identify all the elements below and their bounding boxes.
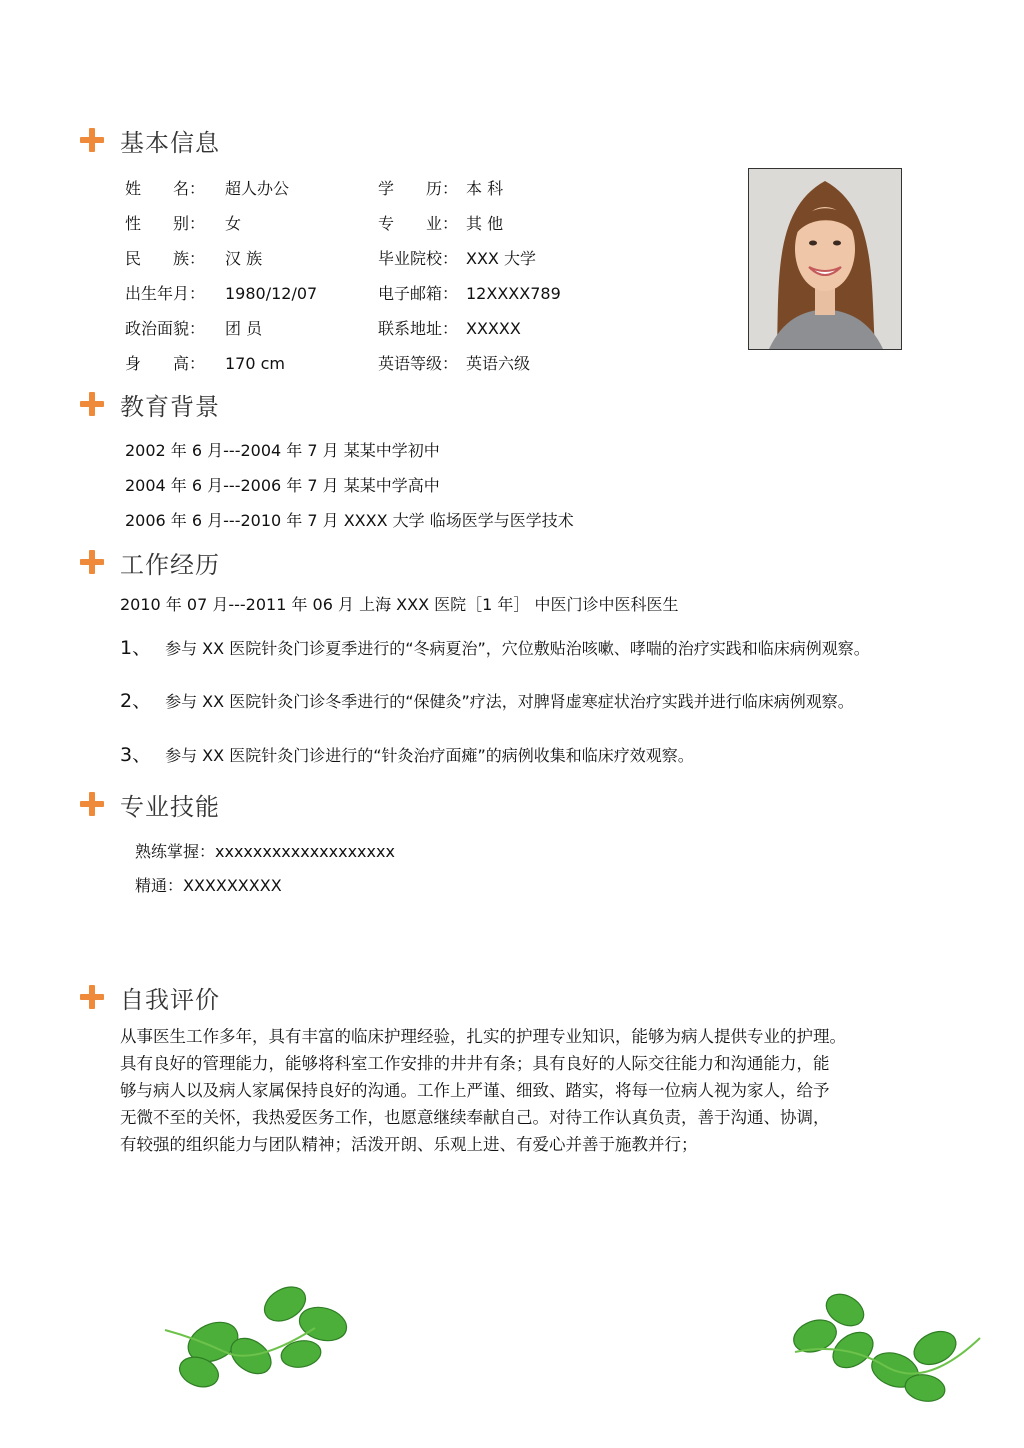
leaf-decoration-left (155, 1268, 370, 1398)
skill-item: 熟练掌握：xxxxxxxxxxxxxxxxxxx (135, 842, 395, 861)
education-item: 2006 年 6 月---2010 年 7 月 XXXX 大学 临场医学与医学技术 (125, 511, 574, 530)
info-row (378, 176, 503, 199)
plus-icon (80, 550, 104, 574)
info-label: 出生年月： (125, 284, 206, 303)
info-label: 专 业： (378, 214, 459, 233)
info-value: 170 cm (225, 354, 286, 373)
info-label: 毕业院校： (378, 249, 459, 268)
info-label: 英语等级： (378, 354, 459, 373)
section-education (80, 387, 220, 421)
self-evaluation-line: 够与病人以及病人家属保持良好的沟通。工作上严谨、细致、踏实，将每一位病人视为家人，给予 (120, 1081, 830, 1100)
info-value: 其 他 (466, 214, 504, 233)
info-value: 汉 族 (225, 249, 263, 268)
info-value: 1980/12/07 (225, 284, 318, 303)
skill-item: 精通：XXXXXXXXX (135, 876, 282, 895)
info-row (125, 176, 289, 199)
info-label: 性 别： (125, 214, 206, 233)
work-item (120, 686, 854, 713)
work-item-text: 参与 XX 医院针灸门诊进行的“针灸治疗面瘫”的病例收集和临床疗效观察。 (165, 746, 694, 765)
info-label: 电子邮箱： (378, 284, 459, 303)
work-item (120, 633, 870, 660)
plus-icon (80, 392, 104, 416)
section-basic-info (80, 123, 220, 157)
info-value: 12XXXX789 (466, 284, 561, 303)
work-summary: 2010 年 07 月---2011 年 06 月 上海 XXX 医院［1 年］ 中医门诊中医科医生 (120, 595, 679, 614)
portrait-image (749, 169, 901, 349)
work-item (120, 740, 694, 767)
section-skills (80, 787, 220, 821)
info-value: 女 (225, 214, 242, 233)
education-item: 2004 年 6 月---2006 年 7 月 某某中学高中 (125, 476, 440, 495)
info-label: 民 族： (125, 249, 206, 268)
info-value: 英语六级 (466, 354, 531, 373)
info-row (378, 246, 536, 269)
section-title: 自我评价 (120, 985, 220, 1014)
work-item-number: 1、 (120, 637, 152, 659)
info-row (378, 316, 521, 339)
section-title: 工作经历 (120, 550, 220, 579)
info-row (125, 316, 262, 339)
info-row (125, 351, 285, 374)
info-label: 学 历： (378, 179, 459, 198)
info-value: XXX 大学 (466, 249, 536, 268)
info-value: XXXXX (466, 319, 521, 338)
section-work (80, 545, 220, 579)
self-evaluation-line: 具有良好的管理能力，能够将科室工作安排的井井有条；具有良好的人际交往能力和沟通能力，能 (120, 1054, 830, 1073)
info-label: 政治面貌： (125, 319, 206, 338)
section-self-evaluation (80, 980, 220, 1014)
info-value: 团 员 (225, 319, 263, 338)
leaf-decoration-right (775, 1282, 990, 1412)
self-evaluation-line: 从事医生工作多年，具有丰富的临床护理经验，扎实的护理专业知识，能够为病人提供专业的护理。 (120, 1027, 846, 1046)
self-evaluation-line: 有较强的组织能力与团队精神；活泼开朗、乐观上进、有爱心并善于施教并行； (120, 1135, 698, 1154)
section-title: 教育背景 (120, 392, 220, 421)
info-label: 姓 名： (125, 179, 206, 198)
work-item-text: 参与 XX 医院针灸门诊冬季进行的“保健灸”疗法，对脾肾虚寒症状治疗实践并进行临床病例观察。 (165, 692, 854, 711)
plus-icon (80, 985, 104, 1009)
work-item-text: 参与 XX 医院针灸门诊夏季进行的“冬病夏治”，穴位敷贴治咳嗽、哮喘的治疗实践和临床病例观察。 (165, 639, 870, 658)
info-value: 本 科 (466, 179, 504, 198)
info-label: 联系地址： (378, 319, 459, 338)
work-item-number: 3、 (120, 744, 152, 766)
plus-icon (80, 128, 104, 152)
work-item-number: 2、 (120, 690, 152, 712)
plus-icon (80, 792, 104, 816)
education-item: 2002 年 6 月---2004 年 7 月 某某中学初中 (125, 441, 440, 460)
self-evaluation-text (120, 1023, 970, 1158)
info-label: 身 高： (125, 354, 206, 373)
section-title: 专业技能 (120, 792, 220, 821)
info-value: 超人办公 (225, 179, 290, 198)
info-row (125, 246, 262, 269)
info-row (378, 281, 561, 304)
info-row (378, 211, 503, 234)
section-title: 基本信息 (120, 128, 220, 157)
profile-photo (748, 168, 902, 350)
self-evaluation-line: 无微不至的关怀，我热爱医务工作，也愿意继续奉献自己。对待工作认真负责，善于沟通、协调， (120, 1108, 830, 1127)
info-row (125, 211, 241, 234)
info-row (378, 351, 530, 374)
info-row (125, 281, 317, 304)
